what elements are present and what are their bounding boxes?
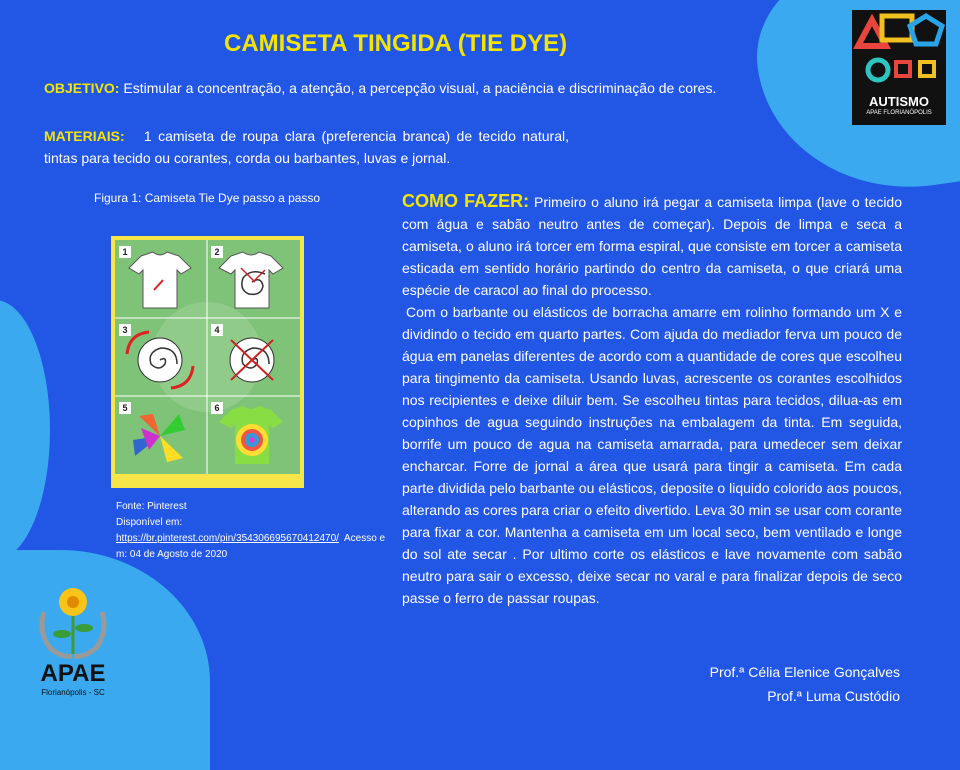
autismo-logo: [852, 10, 946, 125]
tie-dye-shirt-icon: [211, 402, 293, 470]
step-1: [119, 246, 201, 314]
tied-spiral-icon: [211, 324, 293, 392]
tie-dye-steps-figure: [111, 236, 304, 488]
step-number: 3: [119, 324, 131, 336]
dyed-bundle-icon: [119, 402, 201, 470]
como-fazer-paragraph-1: [402, 190, 902, 301]
step-number: 1: [119, 246, 131, 258]
materiais-paragraph: [44, 125, 569, 169]
figure-caption: Figura 1: Camiseta Tie Dye passo a passo: [94, 191, 321, 205]
source-link[interactable]: https://br.pinterest.com/pin/354306695670412470/: [116, 533, 339, 544]
step-4: [211, 324, 293, 392]
apae-flower-icon: [34, 582, 112, 662]
step-number: 2: [211, 246, 223, 258]
source-label: Fonte: Pinterest: [116, 501, 187, 512]
apae-logo: [34, 582, 112, 702]
materiais-label: MATERIAIS:: [44, 128, 125, 144]
objetivo-line: [44, 77, 716, 99]
objetivo-text: Estimular a concentração, a atenção, a percepção visual, a paciência e discriminação de cores.: [123, 80, 717, 96]
apae-logo-name: APAE: [40, 660, 106, 687]
author-2: Prof.ª Luma Custódio: [767, 688, 900, 704]
source-citation: [116, 499, 391, 563]
step-number: 6: [211, 402, 223, 414]
step-6: [211, 402, 293, 470]
como-fazer-text-1: Primeiro o aluno irá pegar a camiseta limpa (lave o tecido com água e sabão neutro antes de começar). Depois de limpa e seca a camiseta, o aluno irá torcer em forma espiral, que consiste em torcer a camiseta esticada em sentido horário partindo do centro da camiseta, o que criará uma espécie de caracol ao final do processo.: [402, 194, 902, 298]
objetivo-label: OBJETIVO:: [44, 80, 120, 96]
decorative-blob-left: [0, 300, 50, 560]
spiral-icon: [119, 324, 201, 392]
figure-panel: [115, 240, 300, 474]
como-fazer-paragraph-2: Com o barbante ou elásticos de borracha amarre em rolinho formando um X e dividindo o tecido em quarto partes. Com ajuda do mediador ferva um pouco de água em panelas diferentes de acordo com a quantidade de cores que escolheu para tingimento da camiseta. Usando luvas, acrescente os corantes escolhidos nos recipientes e deixe diluir bem. Se escolheu tintas para tecidos, dilua-as em copinhos de agua seguindo instruções na embalagem da tinta. Em seguida, borrife um pouco de agua na camiseta amarrada, para umedecer sem deixar encharcar. Forre de jornal a área que usará para tingir a camiseta. Em cada parte dividida pelo barbante ou elásticos, deposite o liquido colorido aos poucos, alterando as cores para criar o efeito divertido. Leva 30 min se usar com corante para fixar a cor. Mantenha a camiseta em um local seco, bem ventilado e longe do sol ate secar . Por ultimo corte os elásticos e lave novamente com sabão neutro para sair o excesso, deixe secar no varal e para finalizar depois de seco passe o ferro de passar roupas.: [402, 304, 902, 606]
step-2: [211, 246, 293, 314]
autismo-logo-name: AUTISMO: [869, 94, 929, 109]
autismo-logo-sub: APAE FLORIANÓPOLIS: [866, 110, 932, 116]
apae-logo-sub: Florianópolis - SC: [41, 688, 105, 697]
como-fazer-title: COMO FAZER:: [402, 191, 530, 211]
step-5: [119, 402, 201, 470]
available-label: Disponível em:: [116, 517, 183, 528]
materiais-text: 1 camiseta de roupa clara (preferencia branca) de tecido natural, tintas para tecido ou corantes, corda ou barbantes, luvas e jornal.: [44, 128, 569, 166]
access-date: Acesso em: 04 de Agosto de 2020: [116, 533, 386, 560]
twisted-tshirt-icon: [211, 246, 293, 314]
autismo-shapes-icon: [852, 10, 946, 96]
como-fazer-section: [402, 190, 902, 609]
authors-block: [710, 660, 900, 708]
step-3: [119, 324, 201, 392]
page-title: CAMISETA TINGIDA (TIE DYE): [224, 30, 568, 57]
step-number: 5: [119, 402, 131, 414]
step-number: 4: [211, 324, 223, 336]
tshirt-icon: [119, 246, 201, 314]
author-1: Prof.ª Célia Elenice Gonçalves: [709, 664, 900, 680]
source-link-line: [116, 531, 391, 563]
figure-footer-strip: [115, 476, 300, 486]
